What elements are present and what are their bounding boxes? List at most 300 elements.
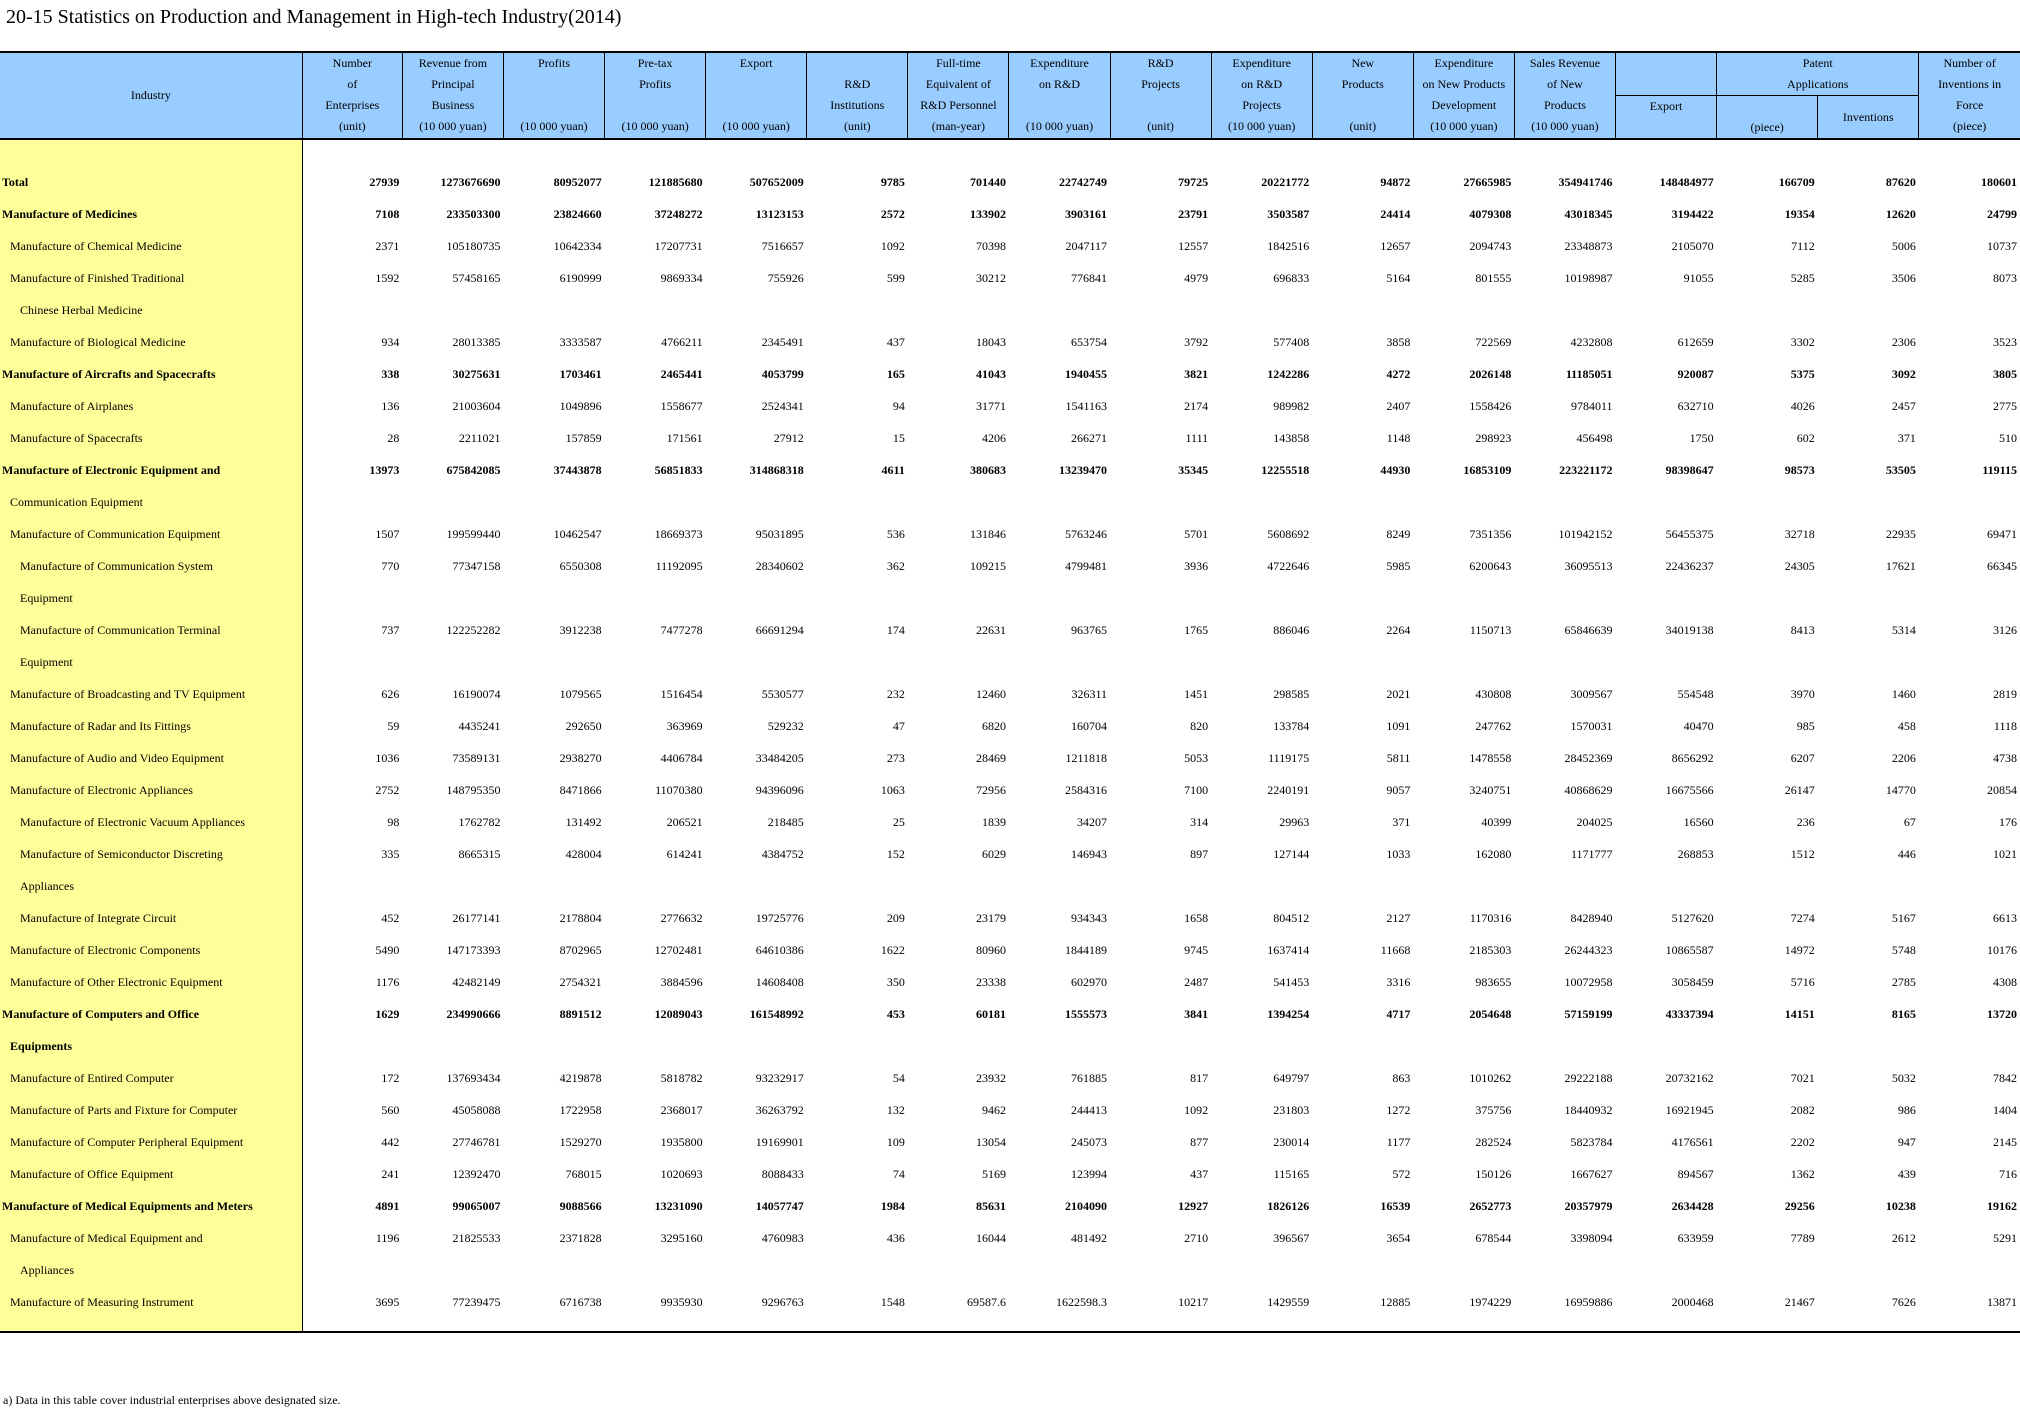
header-col-7: Full-time Equivalent of R&D Personnel (man-year) [908, 52, 1009, 139]
table-cell: 99065007 [452, 1198, 501, 1213]
table-cell: 4717 [1386, 1006, 1411, 1021]
table-cell: 439 [1897, 1166, 1916, 1181]
table-spacer-row [0, 139, 2020, 166]
table-cell [503, 1254, 604, 1286]
table-cell: 4738 [1993, 750, 2017, 765]
table-row [0, 806, 2020, 838]
table-cell: 3398094 [1570, 1230, 1613, 1245]
table-cell: 481492 [1071, 1230, 1108, 1245]
table-row [0, 198, 2020, 230]
table-cell: 28013385 [452, 334, 501, 349]
table-cell: 10865587 [1665, 942, 1714, 957]
table-cell: 612659 [1677, 334, 1714, 349]
table-cell: 5530577 [761, 686, 804, 701]
table-cell [605, 582, 706, 614]
table-cell: 8665315 [458, 846, 501, 861]
table-cell: 67 [1903, 814, 1916, 829]
table-cell [503, 582, 604, 614]
table-cell: 5608692 [1267, 526, 1310, 541]
table-row [0, 998, 2020, 1030]
table-cell: 354941746 [1558, 174, 1613, 189]
row-label: Manufacture of Medical Equipments and Meters [0, 1190, 302, 1222]
table-cell: 148795350 [446, 782, 501, 797]
table-cell: 572 [1392, 1166, 1411, 1181]
table-cell: 1176 [375, 974, 400, 989]
table-cell: 1020693 [660, 1166, 703, 1181]
table-cell: 273 [886, 750, 905, 765]
table-cell: 554548 [1677, 686, 1714, 701]
table-cell: 30212 [975, 270, 1006, 285]
table-cell: 22436237 [1665, 558, 1714, 573]
table-cell: 1091 [1386, 718, 1411, 733]
table-cell: 2368017 [660, 1102, 703, 1117]
table-cell: 147173393 [446, 942, 501, 957]
table-cell: 19354 [1784, 206, 1815, 221]
table-cell: 1548 [880, 1294, 905, 1309]
table-cell [807, 1030, 908, 1062]
table-cell: 7108 [375, 206, 400, 221]
table-cell: 1010262 [1469, 1070, 1512, 1085]
table-cell: 34207 [1077, 814, 1108, 829]
table-cell: 98398647 [1665, 462, 1714, 477]
table-cell: 57458165 [452, 270, 501, 285]
table-cell [503, 486, 604, 518]
data-table [0, 51, 2020, 1333]
table-cell [1312, 582, 1413, 614]
table-cell: 28340602 [755, 558, 804, 573]
table-cell: 73589131 [452, 750, 501, 765]
table-cell [302, 870, 402, 902]
table-cell: 26147 [1784, 782, 1815, 797]
row-label: Manufacture of Audio and Video Equipment [0, 742, 302, 774]
table-cell: 95031895 [755, 526, 804, 541]
table-cell: 1362 [1790, 1166, 1815, 1181]
table-row [0, 1158, 2020, 1190]
table-row [0, 678, 2020, 710]
table-cell: 143858 [1273, 430, 1310, 445]
table-cell: 292650 [565, 718, 602, 733]
table-cell: 3805 [1993, 366, 2017, 381]
table-cell: 675842085 [446, 462, 501, 477]
table-cell [1818, 486, 1919, 518]
table-cell: 40399 [1481, 814, 1512, 829]
table-cell: 755926 [767, 270, 804, 285]
table-cell: 29222188 [1564, 1070, 1613, 1085]
row-label: Chinese Herbal Medicine [0, 294, 302, 326]
table-cell: 12927 [1178, 1198, 1209, 1213]
table-cell: 2524341 [761, 398, 804, 413]
table-cell: 6716738 [559, 1294, 602, 1309]
table-cell: 737 [381, 622, 400, 637]
table-cell: 5811 [1386, 750, 1411, 765]
table-cell: 2185303 [1469, 942, 1512, 957]
header-export-group [1616, 52, 1717, 96]
table-cell: 3841 [1184, 1006, 1209, 1021]
table-row [0, 262, 2020, 294]
table-cell: 983655 [1475, 974, 1512, 989]
table-cell: 40470 [1683, 718, 1714, 733]
table-cell: 863 [1392, 1070, 1411, 1085]
table-cell: 5164 [1386, 270, 1411, 285]
table-row [0, 646, 2020, 678]
table-cell: 4435241 [458, 718, 501, 733]
row-label: Manufacture of Aircrafts and Spacecrafts [0, 358, 302, 390]
table-cell [1413, 870, 1514, 902]
table-cell: 6029 [981, 846, 1006, 861]
table-cell [1009, 1030, 1110, 1062]
table-cell: 678544 [1475, 1230, 1512, 1245]
table-cell: 363969 [666, 718, 703, 733]
table-cell: 1118 [1993, 718, 2017, 733]
table-cell: 2407 [1386, 398, 1411, 413]
table-cell: 2457 [1891, 398, 1916, 413]
table-cell: 1940455 [1065, 366, 1108, 381]
table-cell: 4079308 [1469, 206, 1512, 221]
table-cell: 6190999 [559, 270, 602, 285]
table-cell: 9462 [981, 1102, 1006, 1117]
table-cell: 24799 [1987, 206, 2017, 221]
table-cell: 66345 [1987, 558, 2017, 573]
table-cell: 16044 [975, 1230, 1006, 1245]
table-cell: 3092 [1891, 366, 1916, 381]
row-label: Appliances [0, 1254, 302, 1286]
table-cell: 599 [886, 270, 905, 285]
table-cell [605, 1254, 706, 1286]
table-cell: 21467 [1784, 1294, 1815, 1309]
table-cell [402, 1030, 503, 1062]
table-cell [908, 582, 1009, 614]
table-cell: 4799481 [1065, 558, 1108, 573]
table-cell [1211, 870, 1312, 902]
table-cell: 1839 [981, 814, 1006, 829]
table-cell: 21825533 [452, 1230, 501, 1245]
table-cell: 23338 [975, 974, 1006, 989]
table-cell: 13973 [369, 462, 400, 477]
table-cell: 7100 [1184, 782, 1209, 797]
table-cell: 16560 [1683, 814, 1714, 829]
table-cell: 1629 [375, 1006, 400, 1021]
table-cell [1211, 646, 1312, 678]
table-cell: 146943 [1071, 846, 1108, 861]
table-cell: 1722958 [559, 1102, 602, 1117]
table-row [0, 1030, 2020, 1062]
table-cell: 4176561 [1671, 1134, 1714, 1149]
table-cell: 886046 [1273, 622, 1310, 637]
row-label: Manufacture of Integrate Circuit [0, 902, 302, 934]
table-cell: 20357979 [1564, 1198, 1613, 1213]
table-cell: 14972 [1784, 942, 1815, 957]
table-cell: 2634428 [1671, 1198, 1714, 1213]
table-cell: 10238 [1885, 1198, 1916, 1213]
table-cell [1312, 486, 1413, 518]
header-col-4: Pre-tax Profits (10 000 yuan) [605, 52, 706, 139]
table-cell [1514, 294, 1615, 326]
table-cell: 10462547 [553, 526, 602, 541]
table-cell: 722569 [1475, 334, 1512, 349]
table-cell [1009, 294, 1110, 326]
row-label: Manufacture of Computers and Office [0, 998, 302, 1030]
table-cell: 602970 [1071, 974, 1108, 989]
table-cell: 18669373 [654, 526, 703, 541]
table-cell: 3792 [1184, 334, 1209, 349]
table-cell: 768015 [565, 1166, 602, 1181]
table-cell: 3912238 [559, 622, 602, 637]
header-export-sub: Export [1616, 96, 1717, 140]
table-cell: 77239475 [452, 1294, 501, 1309]
header-patent-applications: Patent Applications [1717, 52, 1919, 96]
table-cell: 166709 [1778, 174, 1815, 189]
table-cell: 536 [886, 526, 905, 541]
table-row [0, 902, 2020, 934]
table-cell: 2785 [1891, 974, 1916, 989]
table-cell [1616, 1030, 1717, 1062]
table-cell [1110, 582, 1211, 614]
table-cell: 2127 [1386, 910, 1411, 925]
table-cell: 36095513 [1564, 558, 1613, 573]
table-cell: 5763246 [1065, 526, 1108, 541]
table-cell: 11192095 [655, 558, 703, 573]
table-cell [1514, 582, 1615, 614]
table-cell: 801555 [1475, 270, 1512, 285]
table-cell: 133784 [1273, 718, 1310, 733]
table-cell: 199599440 [446, 526, 501, 541]
table-cell: 3506 [1891, 270, 1916, 285]
table-cell: 31771 [975, 398, 1006, 413]
statistics-table [0, 51, 2020, 1333]
table-cell: 6820 [981, 718, 1006, 733]
table-cell: 897 [1190, 846, 1209, 861]
table-cell: 16675566 [1665, 782, 1714, 797]
table-cell: 12460 [975, 686, 1006, 701]
table-cell [302, 646, 402, 678]
table-cell: 446 [1897, 846, 1916, 861]
table-cell: 396567 [1273, 1230, 1310, 1245]
table-cell [1009, 582, 1110, 614]
table-cell: 94872 [1380, 174, 1411, 189]
table-cell: 91055 [1683, 270, 1714, 285]
table-cell: 649797 [1273, 1070, 1310, 1085]
table-cell: 1211818 [1065, 750, 1108, 765]
table-cell [1818, 646, 1919, 678]
table-cell: 1478558 [1469, 750, 1512, 765]
table-cell [1919, 582, 2020, 614]
table-cell: 2021 [1386, 686, 1411, 701]
table-cell [1413, 1254, 1514, 1286]
table-cell: 3970 [1790, 686, 1815, 701]
table-row [0, 966, 2020, 998]
table-cell: 1272 [1386, 1102, 1411, 1117]
table-cell: 1451 [1184, 686, 1209, 701]
table-cell: 456498 [1576, 430, 1613, 445]
table-cell: 5006 [1891, 238, 1916, 253]
table-cell: 428004 [565, 846, 602, 861]
table-cell [1717, 486, 1818, 518]
table-cell: 24414 [1380, 206, 1411, 221]
table-cell: 15 [892, 430, 905, 445]
table-cell: 1273676690 [440, 174, 501, 189]
table-cell: 1150713 [1469, 622, 1512, 637]
table-cell: 5291 [1993, 1230, 2017, 1245]
table-cell: 3903161 [1065, 206, 1108, 221]
table-header [0, 52, 2020, 139]
table-cell [908, 1254, 1009, 1286]
table-cell: 8088433 [761, 1166, 804, 1181]
table-cell: 29256 [1784, 1198, 1815, 1213]
table-cell [807, 1254, 908, 1286]
table-cell: 85631 [975, 1198, 1006, 1213]
table-cell: 5823784 [1570, 1134, 1613, 1149]
row-label: Manufacture of Communication Terminal [0, 614, 302, 646]
table-cell: 9935930 [660, 1294, 703, 1309]
table-cell: 35345 [1178, 462, 1209, 477]
table-cell: 7477278 [660, 622, 703, 637]
table-cell: 8471866 [559, 782, 602, 797]
table-cell: 3884596 [660, 974, 703, 989]
table-cell: 54 [892, 1070, 905, 1085]
table-cell [1514, 486, 1615, 518]
table-cell: 4406784 [660, 750, 703, 765]
table-cell: 65846639 [1564, 622, 1613, 637]
table-cell: 19169901 [755, 1134, 804, 1149]
table-cell: 986 [1897, 1102, 1916, 1117]
table-cell: 32718 [1784, 526, 1815, 541]
table-cell: 98573 [1784, 462, 1815, 477]
header-col-1: Number of Enterprises (unit) [302, 52, 402, 139]
table-cell [1717, 1030, 1818, 1062]
table-cell [706, 582, 807, 614]
table-cell [503, 294, 604, 326]
table-cell: 4611 [881, 462, 905, 477]
table-cell [1717, 1254, 1818, 1286]
table-cell: 4219878 [559, 1070, 602, 1085]
row-label: Appliances [0, 870, 302, 902]
table-cell: 18043 [975, 334, 1006, 349]
table-cell: 2174 [1184, 398, 1209, 413]
table-cell [1009, 486, 1110, 518]
table-cell: 963765 [1071, 622, 1108, 637]
table-cell: 2776632 [660, 910, 703, 925]
row-label: Manufacture of Parts and Fixture for Computer [0, 1094, 302, 1126]
table-cell [302, 486, 402, 518]
table-cell: 171561 [666, 430, 703, 445]
table-cell: 19162 [1987, 1198, 2017, 1213]
table-cell: 9785 [880, 174, 905, 189]
row-label: Manufacture of Electronic Equipment and [0, 454, 302, 486]
table-cell [1919, 646, 2020, 678]
table-cell: 131846 [969, 526, 1006, 541]
row-label: Manufacture of Communication System [0, 550, 302, 582]
table-cell: 23348873 [1564, 238, 1613, 253]
table-cell [1413, 294, 1514, 326]
table-cell: 314868318 [749, 462, 804, 477]
table-cell: 10176 [1987, 942, 2017, 957]
table-cell: 247762 [1475, 718, 1512, 733]
table-cell: 380683 [969, 462, 1006, 477]
table-cell: 87620 [1885, 174, 1916, 189]
table-cell: 7626 [1891, 1294, 1916, 1309]
table-cell [1818, 582, 1919, 614]
row-label: Manufacture of Entired Computer [0, 1062, 302, 1094]
table-cell: 56851833 [654, 462, 703, 477]
table-cell: 3695 [375, 1294, 400, 1309]
table-cell: 22631 [975, 622, 1006, 637]
table-cell: 3821 [1184, 366, 1209, 381]
table-cell: 1242286 [1267, 366, 1310, 381]
table-cell [807, 870, 908, 902]
table-cell: 2775 [1993, 398, 2017, 413]
table-cell: 8891512 [559, 1006, 602, 1021]
table-cell: 934343 [1071, 910, 1108, 925]
table-row [0, 1254, 2020, 1286]
table-cell [807, 582, 908, 614]
table-cell: 17621 [1885, 558, 1916, 573]
table-cell: 375756 [1475, 1102, 1512, 1117]
table-cell: 3503587 [1267, 206, 1310, 221]
table-cell: 1507 [375, 526, 400, 541]
table-cell: 577408 [1273, 334, 1310, 349]
table-cell: 7516657 [761, 238, 804, 253]
table-cell: 105180735 [446, 238, 501, 253]
table-cell: 152 [886, 846, 905, 861]
table-cell: 244413 [1071, 1102, 1108, 1117]
table-cell: 1049896 [559, 398, 602, 413]
header-col-13: Sales Revenue of New Products (10 000 yuan) [1514, 52, 1615, 139]
row-label: Manufacture of Semiconductor Discreting [0, 838, 302, 870]
table-cell: 9057 [1386, 782, 1411, 797]
table-cell: 8702965 [559, 942, 602, 957]
table-cell [503, 870, 604, 902]
table-row [0, 550, 2020, 582]
table-cell [1616, 870, 1717, 902]
table-row [0, 1286, 2020, 1318]
table-cell: 121885680 [648, 174, 703, 189]
table-row [0, 326, 2020, 358]
row-label: Manufacture of Communication Equipment [0, 518, 302, 550]
header-inventions: Inventions [1818, 96, 1919, 140]
row-label: Manufacture of Airplanes [0, 390, 302, 422]
table-cell: 268853 [1677, 846, 1714, 861]
header-col-10: Expenditure on R&D Projects (10 000 yuan) [1211, 52, 1312, 139]
table-cell: 1541163 [1065, 398, 1108, 413]
row-label: Manufacture of Electronic Appliances [0, 774, 302, 806]
table-cell: 1148 [1386, 430, 1411, 445]
table-cell: 230014 [1273, 1134, 1310, 1149]
table-row [0, 710, 2020, 742]
table-row [0, 166, 2020, 198]
table-cell: 162080 [1475, 846, 1512, 861]
table-cell: 2206 [1891, 750, 1916, 765]
table-cell: 5375 [1790, 366, 1815, 381]
table-cell: 122252282 [446, 622, 501, 637]
table-cell [706, 646, 807, 678]
table-row [0, 294, 2020, 326]
table-cell [605, 294, 706, 326]
table-cell: 633959 [1677, 1230, 1714, 1245]
table-cell [1616, 294, 1717, 326]
table-row [0, 870, 2020, 902]
table-cell: 4979 [1184, 270, 1209, 285]
table-cell: 16853109 [1463, 462, 1512, 477]
table-cell: 2754321 [559, 974, 602, 989]
table-cell [1211, 294, 1312, 326]
table-cell [706, 870, 807, 902]
table-cell [1514, 1030, 1615, 1062]
row-label: Equipment [0, 646, 302, 678]
table-cell: 232 [886, 686, 905, 701]
table-row [0, 742, 2020, 774]
table-cell [1413, 486, 1514, 518]
table-cell: 14608408 [755, 974, 804, 989]
